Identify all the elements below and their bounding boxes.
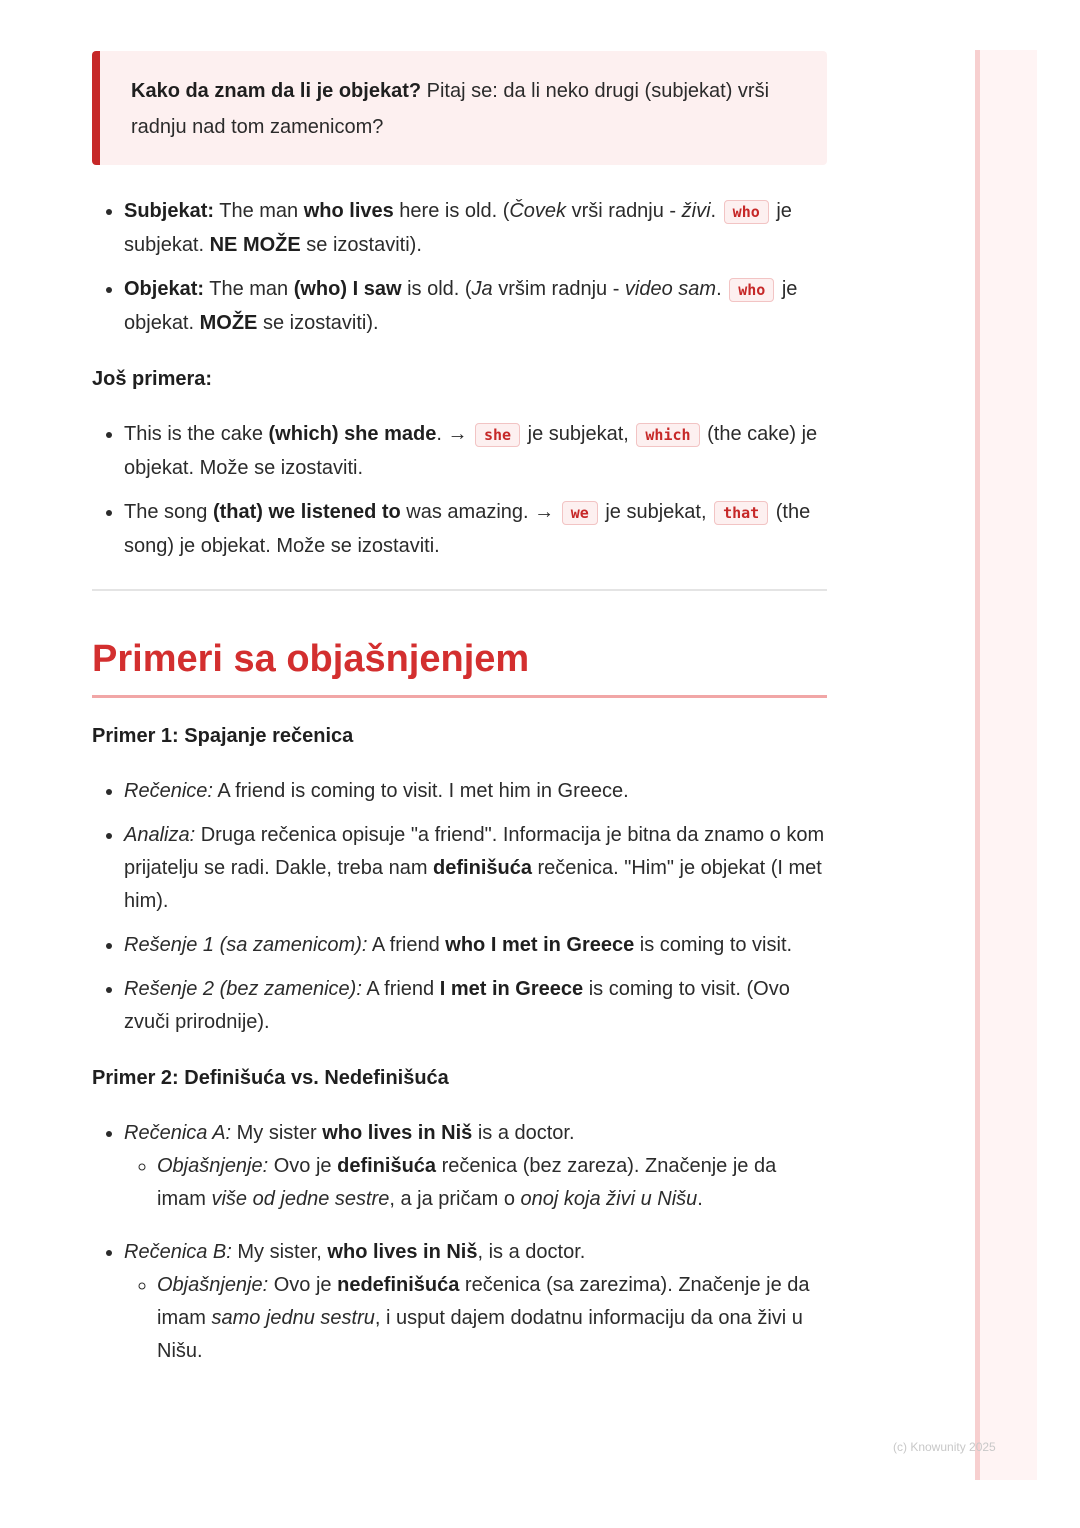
- list-item-recenica-b: [124, 1236, 827, 1368]
- italic-text: samo jednu sestru: [211, 1307, 375, 1329]
- text: My sister: [231, 1122, 323, 1144]
- text: (the song) je objekat. Može se izostaviti.: [124, 501, 811, 557]
- italic-label: Rečenice:: [124, 780, 213, 802]
- text: rečenica (bez zareza). Značenje je da imam: [157, 1155, 777, 1210]
- code-she: she: [475, 423, 520, 447]
- italic-label: Rečenica B:: [124, 1241, 232, 1263]
- text: was amazing. →: [400, 501, 560, 523]
- text: . →: [436, 423, 473, 445]
- bold-text: definišuća: [337, 1155, 437, 1177]
- text: je objekat.: [124, 278, 798, 334]
- list-item: [124, 418, 827, 485]
- code-who: who: [724, 200, 769, 224]
- text: vrši radnju -: [566, 200, 682, 222]
- side-panel: [975, 50, 1037, 1480]
- italic-label: Objašnjenje:: [157, 1274, 269, 1296]
- list-item-objekat: [124, 273, 827, 340]
- italic-text: više od jedne sestre: [211, 1188, 390, 1210]
- text: A friend: [361, 978, 440, 1000]
- bold-text: who lives: [303, 200, 394, 222]
- bold-text: MOŽE: [199, 312, 258, 334]
- text: This is the cake: [124, 423, 269, 445]
- text: A friend is coming to visit. I met him in Greece.: [212, 780, 629, 802]
- text: is coming to visit.: [634, 934, 793, 956]
- callout-box: [92, 51, 827, 165]
- text: My sister,: [231, 1241, 328, 1263]
- italic-text: živi: [681, 200, 711, 222]
- text: .: [716, 278, 728, 300]
- list-item: [124, 819, 827, 918]
- text: The man: [204, 278, 294, 300]
- text: je subjekat,: [522, 423, 635, 445]
- list-item-subjekat: [124, 195, 827, 262]
- text: (the cake) je objekat. Može se izostaviti.: [124, 423, 818, 479]
- text: vršim radnju -: [492, 278, 625, 300]
- italic-text: Čovek: [509, 200, 567, 222]
- text: je subjekat,: [599, 501, 713, 523]
- text: A friend: [367, 934, 446, 956]
- text: rečenica. "Him" je objekat (I met him).: [124, 857, 822, 912]
- text: is a doctor.: [472, 1122, 575, 1144]
- text: Ovo je: [268, 1274, 338, 1296]
- code-who: who: [729, 278, 774, 302]
- bold-text: who lives in Niš: [327, 1241, 478, 1263]
- sub-list: [124, 1150, 827, 1216]
- text: is coming to visit. (Ovo zvuči prirodnije).: [124, 978, 790, 1033]
- more-examples-list: [92, 418, 827, 563]
- text: The man: [214, 200, 304, 222]
- text: .: [697, 1188, 703, 1210]
- primer1-heading: Primer 1: Spajanje rečenica: [92, 725, 354, 747]
- text: Druga rečenica opisuje "a friend". Informacija je bitna da znamo o kom prijatelju se radi. Dakle, treba nam: [124, 824, 825, 879]
- document-content: [92, 51, 827, 1388]
- item-label: Objekat:: [124, 278, 205, 300]
- bold-text: who lives in Niš: [322, 1122, 473, 1144]
- footer-copyright: (c) Knowunity 2025: [893, 1440, 996, 1454]
- text: .: [710, 200, 722, 222]
- text: se izostaviti).: [257, 312, 379, 334]
- text: se izostaviti).: [300, 234, 422, 256]
- bold-text: I met in Greece: [439, 978, 584, 1000]
- sub-list-item: [157, 1150, 827, 1216]
- italic-label: Rešenje 2 (bez zamenice):: [124, 978, 362, 1000]
- bold-text: definišuća: [433, 857, 532, 879]
- text: , is a doctor.: [477, 1241, 586, 1263]
- section-divider: [92, 589, 827, 591]
- callout-text: Pitaj se: da li neko drugi (subjekat) vrši radnju nad tom zamenicom?: [131, 80, 770, 138]
- code-we: we: [562, 501, 598, 525]
- list-item: [124, 973, 827, 1039]
- text: is old. (: [401, 278, 472, 300]
- bold-text: (which) she made: [268, 423, 437, 445]
- bold-text: (who) I saw: [293, 278, 402, 300]
- text: The song: [124, 501, 213, 523]
- list-item: [124, 929, 827, 962]
- bold-text: NE MOŽE: [209, 234, 301, 256]
- item-label: Subjekat:: [124, 200, 215, 222]
- text: Ovo je: [268, 1155, 338, 1177]
- text: here is old. (: [393, 200, 510, 222]
- text: je subjekat.: [124, 200, 792, 256]
- italic-label: Rečenica A:: [124, 1122, 232, 1144]
- bold-text: (that) we listened to: [212, 501, 401, 523]
- list-item-recenica-a: [124, 1117, 827, 1216]
- italic-label: Analiza:: [124, 824, 196, 846]
- code-that: that: [714, 501, 768, 525]
- primer2-heading: Primer 2: Definišuća vs. Nedefinišuća: [92, 1067, 449, 1089]
- callout-question: Kako da znam da li je objekat?: [131, 80, 422, 102]
- text: , i usput dajem dodatnu informaciju da ona živi u Nišu.: [157, 1307, 803, 1362]
- primer2-list: [92, 1117, 827, 1368]
- list-item: [124, 496, 827, 563]
- bold-text: who I met in Greece: [445, 934, 635, 956]
- italic-label: Objašnjenje:: [157, 1155, 269, 1177]
- bold-text: nedefinišuća: [337, 1274, 460, 1296]
- subject-object-list: [92, 195, 827, 340]
- sub-list: [124, 1269, 827, 1368]
- italic-text: Ja: [471, 278, 493, 300]
- italic-text: video sam: [624, 278, 717, 300]
- more-examples-heading: Još primera:: [92, 368, 213, 390]
- text: , a ja pričam o: [389, 1188, 521, 1210]
- italic-label: Rešenje 1 (sa zamenicom):: [124, 934, 368, 956]
- section-title: Primeri sa objašnjenjem: [92, 635, 827, 698]
- list-item: [124, 775, 827, 808]
- code-which: which: [636, 423, 699, 447]
- primer1-list: [92, 775, 827, 1039]
- italic-text: onoj koja živi u Nišu: [520, 1188, 698, 1210]
- text: rečenica (sa zarezima). Značenje je da imam: [157, 1274, 810, 1329]
- sub-list-item: [157, 1269, 827, 1368]
